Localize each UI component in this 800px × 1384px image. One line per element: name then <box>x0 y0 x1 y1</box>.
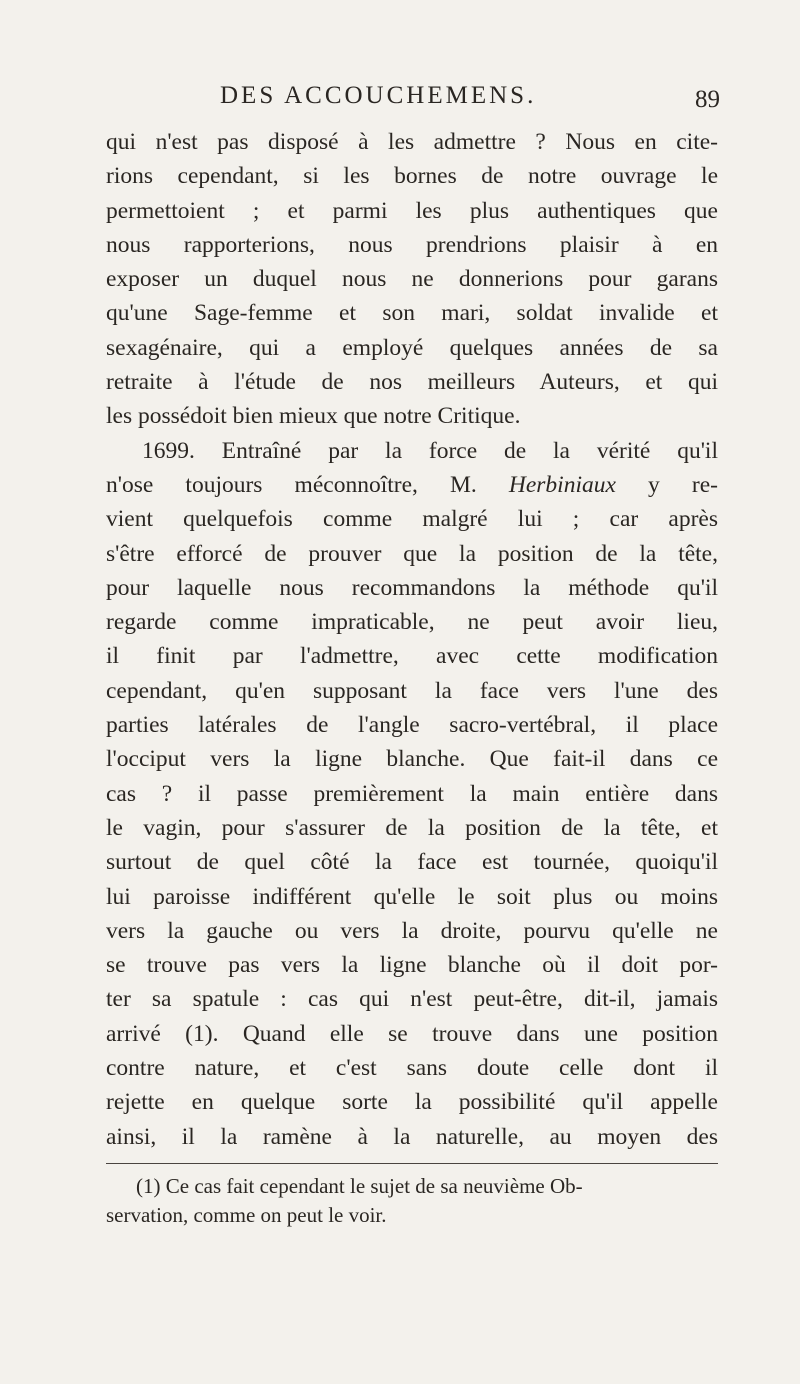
text-line: se trouve pas vers la ligne blanche où il doit por- <box>106 952 718 979</box>
footnote-line: (1) Ce cas fait cependant le sujet de sa neuvième Ob- <box>136 1174 583 1198</box>
text-line: rejette en quelque sorte la possibilité qu'il appelle <box>106 1089 718 1116</box>
text-line: cependant, qu'en supposant la face vers l'une des <box>106 677 718 704</box>
page-number: 89 <box>695 86 720 113</box>
text-line: ainsi, il la ramène à la naturelle, au moyen des <box>106 1123 718 1150</box>
text-line: le vagin, pour s'assurer de la position de la tête, et <box>106 814 718 841</box>
text-fragment: y re- <box>615 471 718 498</box>
text-line: lui paroisse indifférent qu'elle le soit plus ou moins <box>106 883 718 910</box>
text-line: vient quelquefois comme malgré lui ; car après <box>106 506 718 533</box>
page-header <box>100 82 720 122</box>
footnote-divider <box>106 1163 718 1164</box>
text-line: rions cependant, si les bornes de notre ouvrage le <box>106 163 718 190</box>
text-line: exposer un duquel nous ne donnerions pour garans <box>106 266 718 293</box>
footnote <box>106 1172 718 1230</box>
text-line: permettoient ; et parmi les plus authentiques que <box>106 197 718 224</box>
text-line-with-author <box>106 468 718 502</box>
text-line: arrivé (1). Quand elle se trouve dans une position <box>106 1020 718 1047</box>
text-line: qui n'est pas disposé à les admettre ? Nous en cite- <box>106 129 718 155</box>
text-line: cas ? il passe premièrement la main entière dans <box>106 780 718 807</box>
text-line: les possédoit bien mieux que notre Critique. <box>106 403 521 430</box>
text-line: ter sa spatule : cas qui n'est peut-être, dit-il, jamais <box>106 986 718 1013</box>
main-text <box>106 125 718 1154</box>
text-line: nous rapporterions, nous prendrions plaisir à en <box>106 231 718 258</box>
text-fragment: n'ose toujours méconnoître, M. <box>106 471 509 498</box>
text-line: parties latérales de l'angle sacro-vertébral, il place <box>106 712 718 739</box>
text-line: retraite à l'étude de nos meilleurs Auteurs, et qui <box>106 369 718 396</box>
text-line: pour laquelle nous recommandons la méthode qu'il <box>106 574 718 601</box>
text-line: sexagénaire, qui a employé quelques années de sa <box>106 334 718 361</box>
text-line: regarde comme impraticable, ne peut avoir lieu, <box>106 609 718 636</box>
text-line: il finit par l'admettre, avec cette modification <box>106 643 718 670</box>
text-line: contre nature, et c'est sans doute celle dont il <box>106 1055 718 1082</box>
footnote-line: servation, comme on peut le voir. <box>106 1203 387 1227</box>
running-head: DES ACCOUCHEMENS. <box>220 82 537 109</box>
text-line: qu'une Sage-femme et son mari, soldat invalide et <box>106 300 718 327</box>
text-line: vers la gauche ou vers la droite, pourvu qu'elle ne <box>106 917 718 944</box>
text-line: l'occiput vers la ligne blanche. Que fait-il dans ce <box>106 746 718 773</box>
text-line: surtout de quel côté la face est tournée, quoiqu'il <box>106 849 718 876</box>
text-line-paragraph-start: 1699. Entraîné par la force de la vérité qu'il <box>142 437 718 464</box>
author-name: Herbiniaux <box>508 471 616 498</box>
text-line: s'être efforcé de prouver que la position de la tête, <box>106 540 718 567</box>
